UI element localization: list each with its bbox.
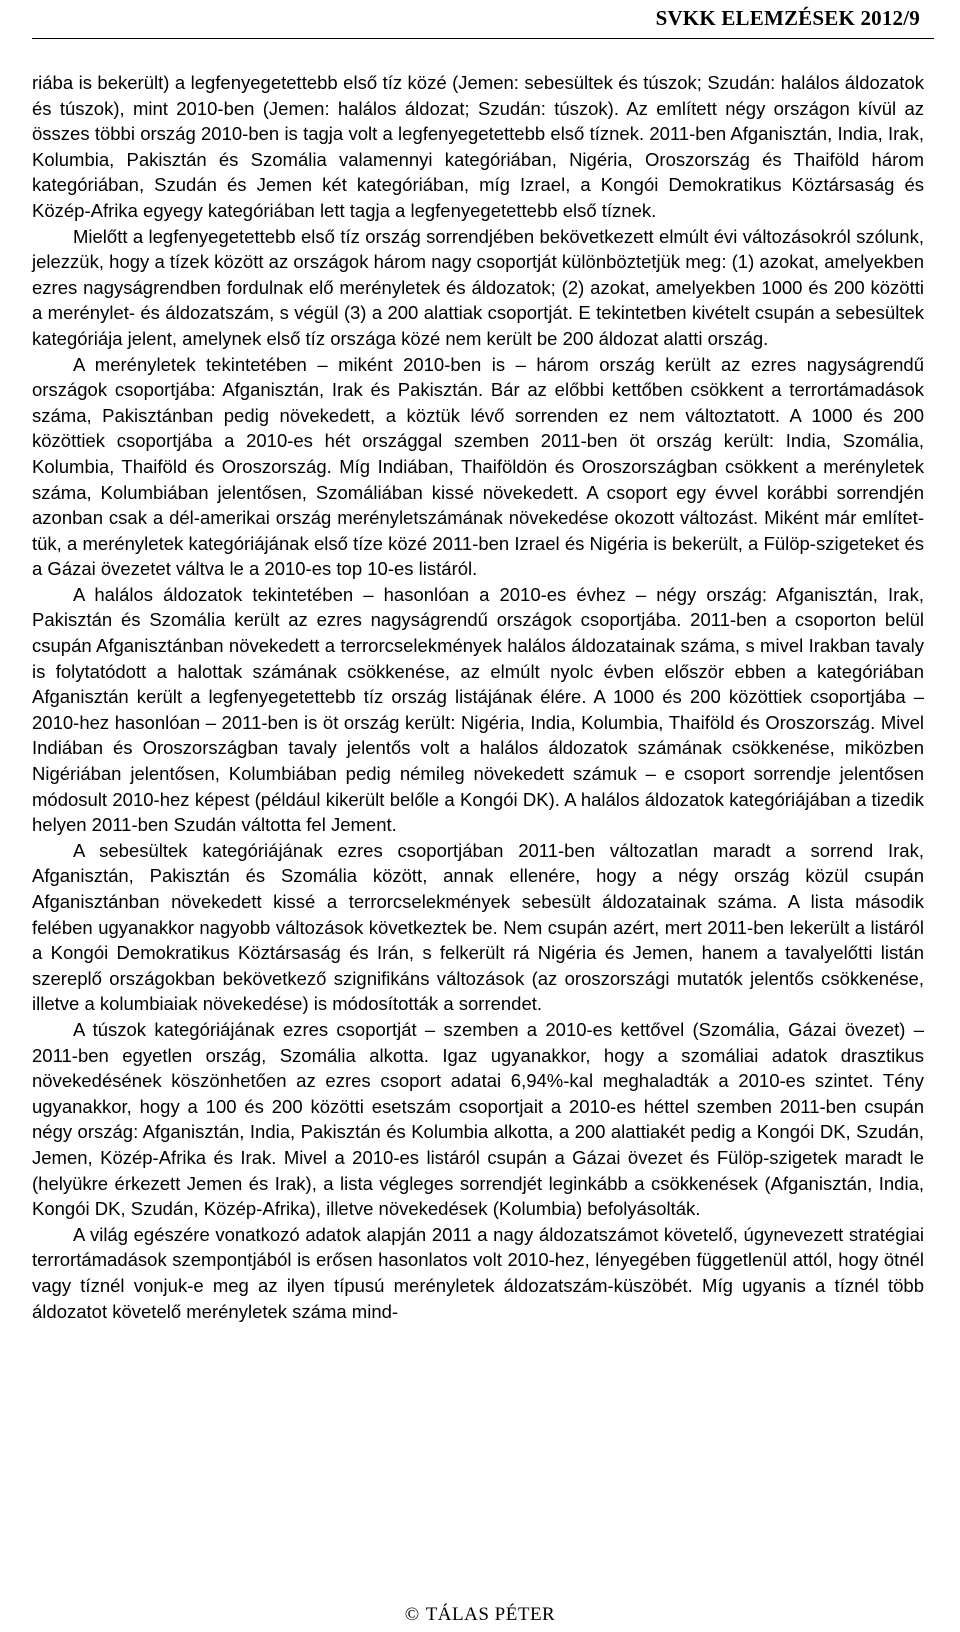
article-body: [32, 70, 924, 1324]
paragraph-continuation: riába is bekerült) a legfenyegetettebb első tíz közé (Jemen: sebesültek és túszok; Szudán: halálos áldozatok és túszok), mint 2010-ben (Jemen: halálos áldozat; Szudán: túszok). Az említett négy országon kívül az összes többi ország 2010-ben is tagja volt a legfenyegetettebb első tíznek. 2011-ben Afganisztán, India, Irak, Kolumbia, Pakisztán és Szomália valamennyi kategóriában, Nigéria, Oroszország és Thaiföld három kategóriában, Szudán és Jemen két kategóriában, míg Izrael, a Kongói Demokratikus Köztársaság és Közép-Afrika egyegy kategóriában lett tagja a legfenyegetettebb első tíznek.: [32, 72, 924, 221]
paragraph-attacks: A merényletek tekintetében – miként 2010-ben is – három ország került az ezres nagyságrendű országok csoportjába: Afganisztán, Irak és Pakisztán. Bár az előbbi kettőben csökkent a terrortámadások száma, Pakisztánban pedig növekedett, a köztük lévő sorrenden ez nem változtatott. A 1000 és 200 közöttiek csoportjába a 2010-es hét országgal szemben 2011-ben öt ország került: India, Szomália, Kolumbia, Thaiföld és Oroszország. Míg Indiában, Thaiföldön és Oroszországban csökkent a merényletek száma, Kolumbiában jelentősen, Szomáliában kissé növekedett. A csoport egy évvel korábbi sorrendjén azonban csak a dél-amerikai ország merényletszámának növekedése okozott változást. Miként már említettük, a merényletek kategóriájának első tíze közé 2011-ben Izrael és Nigéria is bekerült, a Fülöp-szigeteket és a Gázai övezetet váltva le a 2010-es top 10-es listáról.: [32, 353, 924, 580]
header-divider: [32, 38, 934, 39]
copyright-icon: ©: [404, 1604, 420, 1625]
publication-title: SVKK ELEMZÉSEK 2012/9: [655, 6, 920, 30]
paragraph-hostages: A túszok kategóriájának ezres csoportját – szemben a 2010-es kettővel (Szomália, Gázai övezet) – 2011-ben egyetlen ország, Szomália alkotta. Igaz ugyanakkor, hogy a szomáliai adatok drasztikus növekedésének köszönhetően az ezres csoport adatai 6,94%-kal meghaladták a 2010-es szintet. Tény ugyanakkor, hogy a 100 és 200 közötti esetszám csoportjait a 2010-es héttel szemben 2011-ben csupán négy ország: Afganisztán, India, Pakisztán és Kolumbia alkotta, a 200 alattiakét pedig a Kongói DK, Szudán, Jemen, Közép-Afrika és Irak. Mivel a 2010-es listáról csupán a Gázai övezet és Fülöp-szigetek maradt le (helyükre érkezett Jemen és Irak), a lista végleges sorrendjét leginkább a csökkenések (Afganisztán, India, Kongói DK, Szudán, Közép-Afrika), illetve növekedések (Kolumbia) befolyásolták.: [32, 1018, 924, 1220]
paragraph-injured: A sebesültek kategóriájának ezres csoportjában 2011-ben változatlan maradt a sorrend Irak, Afganisztán, Pakisztán és Szomália között, annak ellenére, hogy a négy ország közül csupán Afganisztánban növekedett kissé a terrorcselekmények sebesült áldozatainak száma. A lista második felében ugyanakkor nagyobb változások következtek be. Nem csupán azért, mert 2011-ben lekerült a listáról a Kongói Demokratikus Köztársaság és Irán, s felkerült rá Nigéria és Jemen, hanem a tavalyelőtti listán szereplő országokban bekövetkező szignifikáns változások (az oroszországi mutatók jelentős csökkenése, illetve a kolumbiaiak növekedése) is módosították a sorrendet.: [32, 839, 924, 1015]
paragraph-world-summary: A világ egészére vonatkozó adatok alapján 2011 a nagy áldozatszámot követelő, úgynevezett stratégiai terrortámadások szempontjából is erősen hasonlatos volt 2010-hez, lényegében függetlenül attól, hogy ötnél vagy tíznél vonjuk-e meg az ilyen típusú merényletek áldozatszám-küszöbét. Míg ugyanis a tíznél több áldozatot követelő merényletek száma mind-: [32, 1223, 924, 1322]
page-footer: [0, 1604, 960, 1626]
paragraph-groups-intro: Mielőtt a legfenyegetettebb első tíz ország sorrendjében bekövetkezett elmúlt évi változásokról szólunk, jelezzük, hogy a tízek között az országok három nagy csoportját különböztetjük meg: (1) azokat, amelyekben ezres nagyságrendben fordulnak elő merényletek és áldozatok; (2) azokat, amelyekben 1000 és 200 közötti a merénylet- és áldozatszám, s végül (3) a 200 alattiak csoportját. E tekintetben kivételt csupán a sebesültek kategóriája jelent, amelynek első tíz országa közé nem került be 200 áldozat alatti ország.: [32, 225, 924, 349]
author-name: TÁLAS PÉTER: [425, 1604, 556, 1625]
paragraph-fatalities: A halálos áldozatok tekintetében – hasonlóan a 2010-es évhez – négy ország: Afganisztán, Irak, Pakisztán és Szomália került az ezres nagyságrendű országok csoportjába. 2011-ben a csoporton belül csupán Afganisztánban növekedett a terrorcselekmények halálos áldozatainak száma, s mivel Irakban tavaly is folytatódott a halottak számának csökkenése, az elmúlt nyolc évben először ebben a kategóriában Afganisztán került a legfenyegetettebb tíz ország listájának élére. A 1000 és 200 közöttiek csoportjába – 2010-hez hasonlóan – 2011-ben is öt ország került: Nigéria, India, Kolumbia, Thaiföld és Oroszország. Mivel Indiában és Oroszországban tavaly jelentős volt a halálos áldozatok számának csökkenése, miközben Nigériában jelentősen, Kolumbiában pedig némileg növekedett számuk – e csoport sorrendje jelentősen módosult 2010-hez képest (például kikerült belőle a Kongói DK). A halálos áldozatok kategóriájában a tizedik helyen 2011-ben Szudán váltotta fel Jement.: [32, 583, 924, 836]
